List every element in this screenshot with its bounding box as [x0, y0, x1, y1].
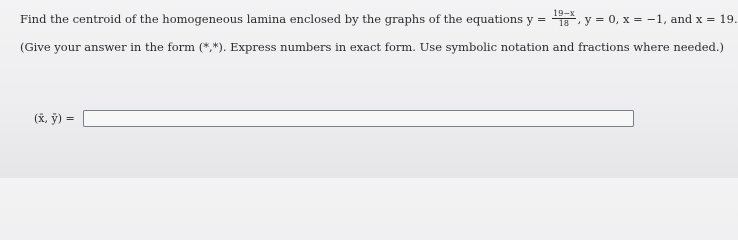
question-text: [20, 8, 738, 30]
equation-fraction: [552, 9, 575, 28]
question-suffix: , y = 0, x = −1, and x = 19.: [577, 12, 738, 26]
fraction-numerator: 19−x: [553, 8, 575, 18]
answer-instructions: (Give your answer in the form (*,*). Express numbers in exact form. Use symbolic notation and fractions where needed.): [20, 40, 725, 54]
centroid-answer-input[interactable]: [83, 110, 634, 127]
answer-row: [34, 110, 634, 127]
fraction-denominator: 18: [558, 18, 569, 28]
question-prefix: Find the centroid of the homogeneous lamina enclosed by the graphs of the equations y =: [20, 12, 547, 26]
centroid-label: (x̄, ȳ) =: [34, 111, 75, 125]
